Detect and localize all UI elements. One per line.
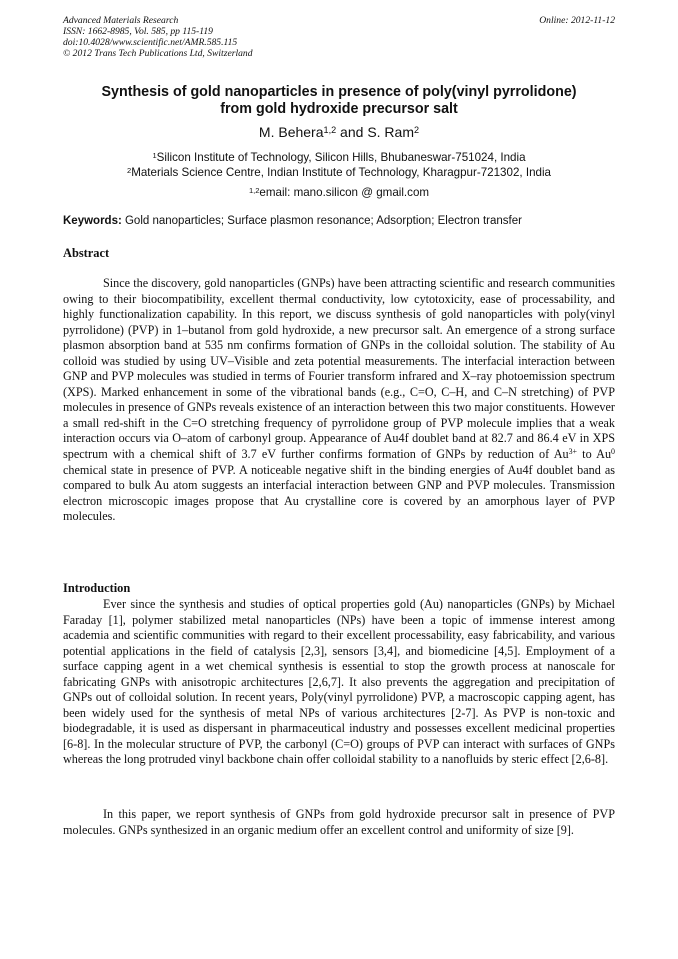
title-line-1: Synthesis of gold nanoparticles in presence of poly(vinyl pyrrolidone) — [101, 84, 577, 100]
issn-line: ISSN: 1662-8985, Vol. 585, pp 115-119 — [63, 26, 213, 37]
author-1-affil-sup: 1,2 — [323, 124, 337, 135]
introduction-paragraph-1: Ever since the synthesis and studies of optical properties gold (Au) nanoparticles (GNPs) by Michael Faraday [1], polymer stabilized metal nanoparticles (NPs) have been a topic of immense interest among academia and scientific communities with regard to their excellent processability, easy fabricability, and various potential applications in the field of catalysis [2,3], sensors [3,4], and biomedicine [4,5]. Employment of a surface capping agent in a wet chemical synthesis is essential to stop the growth process at nanoscale for fabricating GNPs with anisotropic architectures [2,6,7]. It also prevents the aggregation and precipitation of GNPs out of colloidal solution. In recent years, Poly(vinyl pyrrolidone) PVP, a macroscopic capping agent, has been widely used for the synthesis of metal NPs of various architectures [2-7]. As PVP is non-toxic and biodegradable, it is used as dispersant in pharmaceutical industry and possesses excellent medicinal properties [6-8]. In the molecular structure of PVP, the carbonyl (C=O) groups of PVP can interact with surfaces of GNPs whereas the long protruded vinyl backbone chain offer colloidal stability to a nanofluids by steric effect [2,6-8]. — [63, 597, 615, 767]
journal-meta — [63, 15, 253, 59]
affiliation-1 — [63, 151, 615, 165]
online-date: Online: 2012-11-12 — [539, 15, 615, 26]
affiliation-2 — [63, 166, 615, 180]
keywords-text: Gold nanoparticles; Surface plasmon resonance; Adsorption; Electron transfer — [121, 215, 522, 227]
author-list — [63, 123, 615, 141]
abstract-text-2: to Au — [577, 447, 612, 462]
affiliation-2-sup: 2 — [127, 165, 132, 175]
oxidation-state-sup-2: 0 — [611, 447, 616, 457]
affiliation-1-text: Silicon Institute of Technology, Silicon Hills, Bhubaneswar-751024, India — [156, 151, 526, 164]
keywords-line — [63, 214, 615, 228]
abstract-body — [63, 276, 615, 525]
affiliation-2-text: Materials Science Centre, Indian Institute of Technology, Kharagpur-721302, India — [131, 166, 551, 179]
copyright-line: © 2012 Trans Tech Publications Ltd, Switzerland — [63, 48, 253, 59]
author-2: S. Ram — [367, 124, 414, 140]
author-1: M. Behera — [258, 124, 324, 140]
keywords-label: Keywords: — [63, 215, 122, 227]
author-conjunction: and — [336, 124, 368, 140]
author-email — [63, 186, 615, 200]
introduction-heading: Introduction — [63, 581, 131, 595]
paper-title — [63, 84, 615, 118]
email-text: email: mano.silicon @ gmail.com — [259, 186, 430, 199]
author-2-affil-sup: 2 — [414, 124, 420, 135]
introduction-paragraph-2: In this paper, we report synthesis of GNPs from gold hydroxide precursor salt in presence of PVP molecules. GNPs synthesized in an organic medium offer an excellent control and uniformity of size [9]. — [63, 807, 615, 837]
abstract-text-1: Since the discovery, gold nanoparticles (GNPs) have been attracting scientific and research communities owing to their biocompatibility, excellent thermal conductivity, low cytotoxicity, ease of processability, and highly functionalization capability. In this report, we discuss synthesis of gold nanoparticles with poly(vinyl pyrrolidone) (PVP) in 1–butanol from gold hydroxide, a new precursor salt. An emergence of a strong surface plasmon absorption band at 535 nm confirms formation of GNPs in the colloidal solution. The stability of Au colloid was studied by using UV–Visible and zeta potential measurements. The interfacial interaction between GNP and PVP molecules was studied in terms of Fourier transform infrared and X–ray photoemission spectrum (XPS). Marked enhancement in some of the vibrational bands (e.g., C=O, C–H, and C–N stretching) of PVP molecules in presence of GNPs reveals existence of an interaction between this two major constituents. However a small red-shift in the C=O stretching frequency of pyrrolidone group of PVP molecule implies that a weak interaction occurs via O–atom of carbonyl group. Appearance of Au4f doublet band at 82.7 and 86.4 eV in XPS spectrum with a chemical shift of 3.7 eV further confirms formation of GNPs by reduction of Au — [63, 276, 615, 462]
affiliation-1-sup: 1 — [152, 150, 157, 160]
doi-line: doi:10.4028/www.scientific.net/AMR.585.115 — [63, 37, 238, 48]
journal-name: Advanced Materials Research — [63, 15, 179, 26]
abstract-heading: Abstract — [63, 246, 110, 260]
abstract-text-3: chemical state in presence of PVP. A noticeable negative shift in the binding energies of Au4f doublet band as compared to bulk Au atom suggests an interfacial interaction between GNP and PVP molecules. Transmission electron microscopic images propose that Au crystalline core is covered by an amorphous layer of PVP molecules. — [63, 462, 615, 524]
email-sup: 1,2 — [248, 185, 260, 195]
oxidation-state-sup-1: 3+ — [568, 447, 578, 457]
title-line-2: from gold hydroxide precursor salt — [220, 101, 458, 117]
